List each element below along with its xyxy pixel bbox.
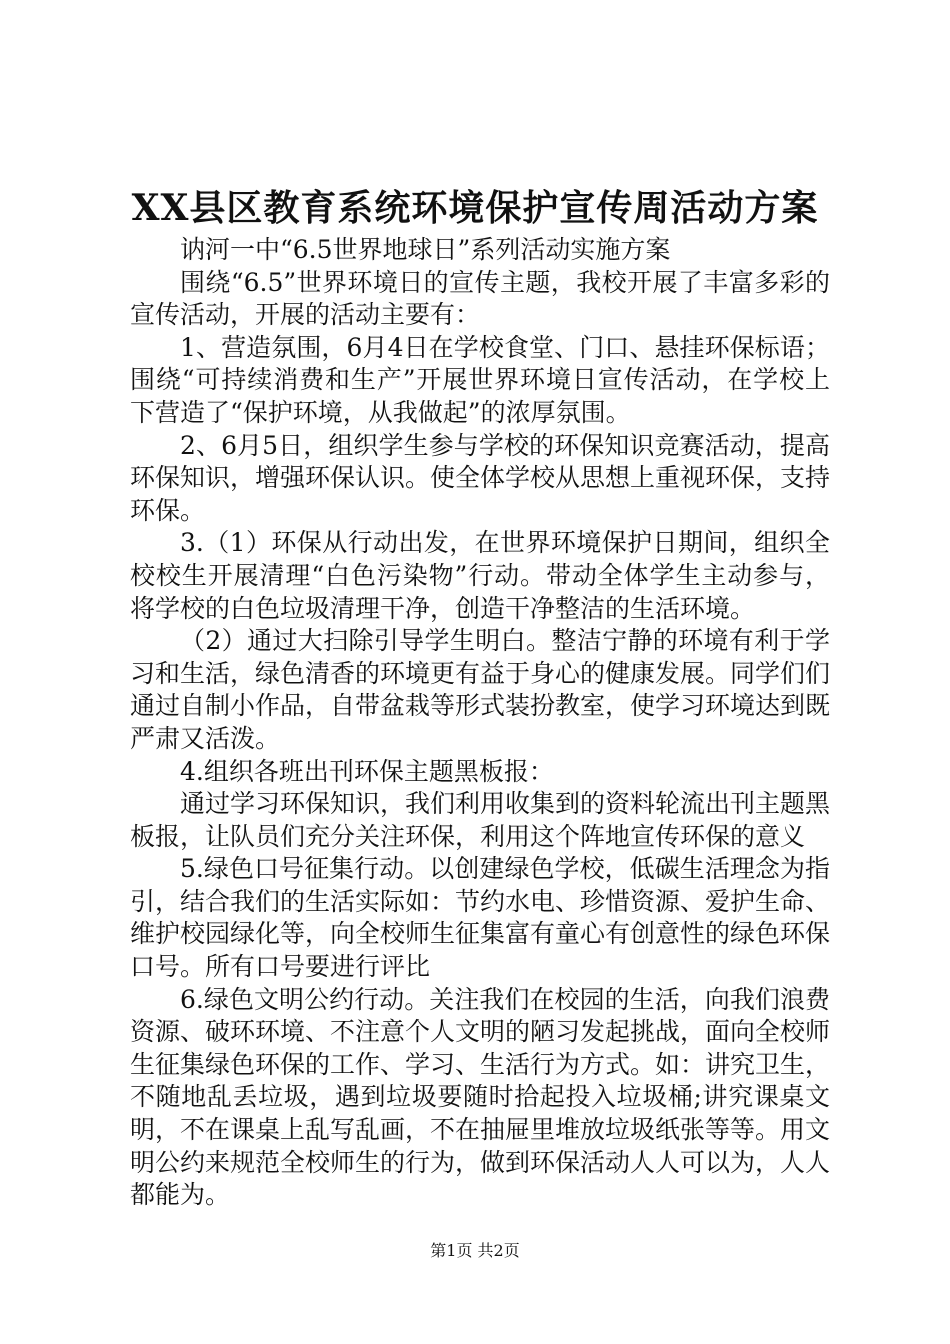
paragraph-item-3-1: 3.（1）环保从行动出发，在世界环境保护日期间，组织全校校生开展清理“白色污染物”行动。带动全体学生主动参与，将学校的白色垃圾清理干净，创造干净整洁的生活环境。 bbox=[130, 528, 830, 623]
paragraph-item-6: 6.绿色文明公约行动。关注我们在校园的生活，向我们浪费资源、破环环境、不注意个人文明的陋习发起挑战，面向全校师生征集绿色环保的工作、学习、生活行为方式。如：讲究卫生，不随地乱丢垃圾，遇到垃圾要随时拾起投入垃圾桶;讲究课桌文明，不在课桌上乱写乱画，不在抽屉里堆放垃圾纸张等等。用文明公约来规范全校师生的行为，做到环保活动人人可以为，人人都能为。 bbox=[130, 984, 831, 1210]
document-title: XX县区教育系统环境保护宣传周活动方案 bbox=[131, 187, 819, 229]
page-footer: 第1页 共2页 bbox=[430, 1241, 520, 1260]
paragraph-item-2: 2、6月5日，组织学生参与学校的环保知识竞赛活动，提高环保知识，增强环保认识。使全体学校从思想上重视环保，支持环保。 bbox=[130, 430, 831, 525]
paragraph-item-1: 1、营造氛围，6月4日在学校食堂、门口、悬挂环保标语；围绕“可持续消费和生产”开展世界环境日宣传活动，在学校上下营造了“保护环境，从我做起”的浓厚氛围。 bbox=[130, 332, 830, 427]
document-body bbox=[130, 234, 830, 1212]
paragraph-intro: 围绕“6.5”世界环境日的宣传主题，我校开展了丰富多彩的宣传活动，开展的活动主要有： bbox=[130, 267, 830, 330]
paragraph-item-4-detail: 通过学习环保知识，我们利用收集到的资料轮流出刊主题黑板报，让队员们充分关注环保，利用这个阵地宣传环保的意义 bbox=[130, 789, 831, 851]
paragraph-subtitle: 讷河一中“6.5世界地球日”系列活动实施方案 bbox=[180, 235, 671, 264]
paragraph-item-5: 5.绿色口号征集行动。以创建绿色学校，低碳生活理念为指引，结合我们的生活实际如：节约水电、珍惜资源、爱护生命、维护校园绿化等，向全校师生征集富有童心有创意性的绿色环保口号。所有口号要进行评比 bbox=[130, 854, 831, 982]
paragraph-item-3-2: （2）通过大扫除引导学生明白。整洁宁静的环境有利于学习和生活，绿色清香的环境更有益于身心的健康发展。同学们们通过自制小作品，自带盆栽等形式装扮教室，使学习环境达到既严肃又活泼。 bbox=[130, 626, 831, 753]
paragraph-item-4: 4.组织各班出刊环保主题黑板报： bbox=[180, 756, 554, 786]
